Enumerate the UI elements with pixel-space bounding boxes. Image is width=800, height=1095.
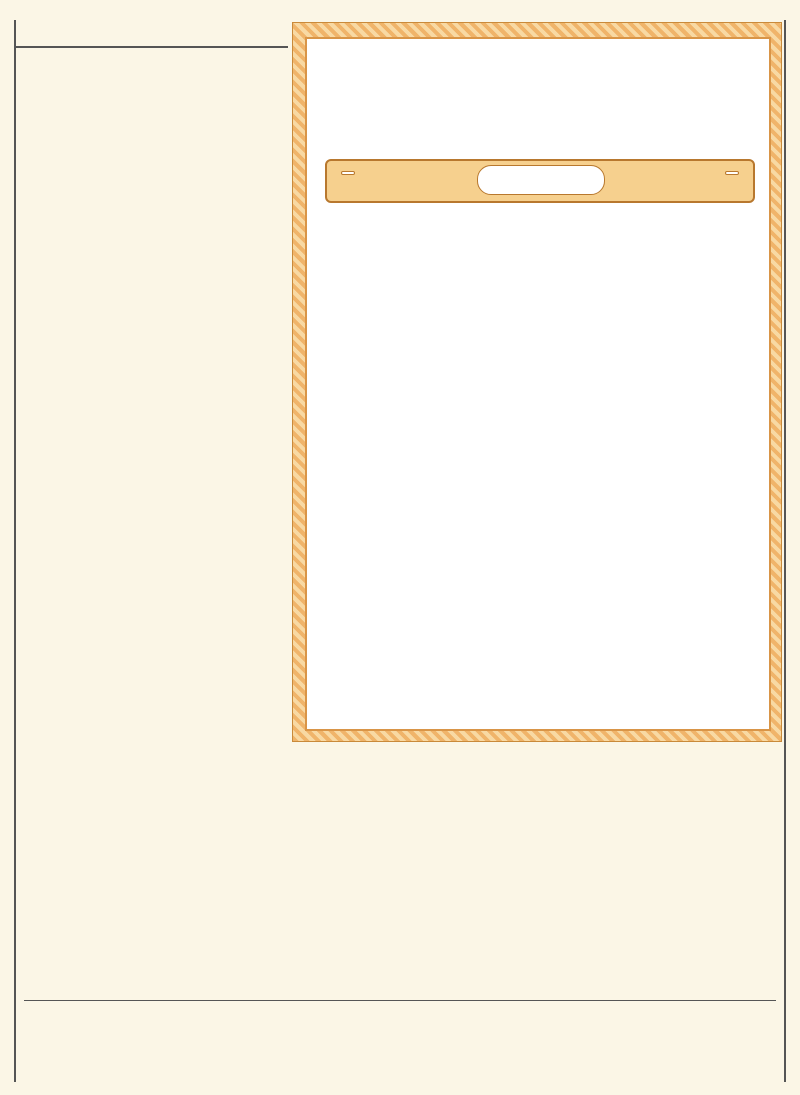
banner-ayah-count [725,171,739,175]
mushaf-page [305,37,771,731]
banner-makki [341,171,355,175]
footnote-divider [24,1000,776,1001]
translation-column [24,76,280,92]
banner-surah-name [477,165,605,195]
right-border [784,20,786,1082]
surah-banner [325,159,755,203]
mushaf-header [327,41,749,51]
mushaf-frame [292,22,782,742]
page-header [14,20,288,48]
left-border [14,20,16,1082]
